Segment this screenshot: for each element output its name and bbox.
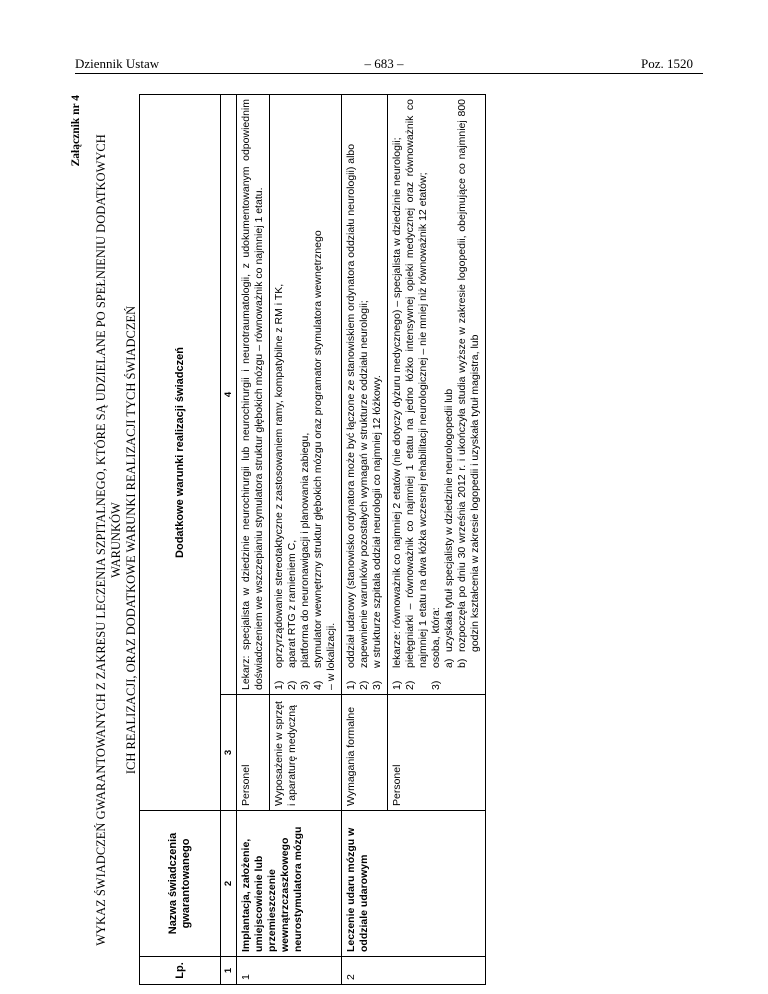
header-lp: Lp.: [140, 957, 221, 985]
journal-name: Dziennik Ustaw: [75, 56, 160, 71]
sub-item-text: uzyskała tytuł specjalisty w dziedzinie neurologopedii lub: [443, 388, 455, 652]
service-name: Leczenie udaru mózgu w oddziale udarowym: [342, 811, 486, 957]
condition-category: Personel: [388, 695, 486, 811]
col-number: 1: [221, 957, 237, 985]
item-text: stymulator wewnętrzny struktur głębokich mózgu oraz programator stymulatora wewnętrznego: [312, 230, 324, 668]
dash-note: – w lokalizacji.: [325, 622, 337, 690]
item-text: lekarze: równoważnik co najmniej 2 etatów (nie dotyczy dyżuru medycznego) – specjalista w dziedzinie neurologii;: [391, 137, 403, 668]
sub-item-letter: a): [443, 658, 455, 668]
item-number: 1): [391, 680, 403, 690]
sub-item-letter: b): [456, 658, 468, 668]
header-service-name: Nazwa świadczenia gwarantowanego: [140, 811, 221, 957]
item-text: zapewnienie warunków pozostałych wymagań w strukturze oddziału neurologii;: [358, 300, 370, 668]
list-item: [358, 99, 371, 690]
condition-category: Personel: [237, 695, 270, 811]
item-text: osoba, która:: [430, 607, 442, 668]
col-number: 2: [221, 811, 237, 957]
list-item: [404, 99, 430, 690]
col-number: 3: [221, 695, 237, 811]
list-item: [391, 99, 404, 690]
list-item: [371, 99, 384, 690]
item-text: platforma do neuronawigacji i planowania zabiegu,: [299, 432, 311, 668]
title-line-1: WYKAZ ŚWIADCZEŃ GWARANTOWANYCH Z ZAKRESU LECZENIA SZPITALNEGO, KTÓRE SĄ UDZIELANE PO SPEŁNIENIU DODATKOWYCH WARUNKÓW: [94, 134, 123, 946]
condition-text: Lekarz: specjalista w dziedzinie neurochirurgii lub neurochirurgii i neurotraumatologii, z udokumentowanym odpowiednim doświadczeniem we wszczepianiu stymulatora struktur głębokich mózgu – równoważnik co najmniej 1 etatu.: [237, 94, 270, 694]
condition-category: Wymagania formalne: [342, 695, 388, 811]
rotated-page-content: [70, 95, 700, 985]
item-text: w strukturze szpitala oddział neurologii co najmniej 12 łóżkowy.: [371, 375, 383, 668]
header-rule: [75, 73, 703, 74]
row-lp: 2: [342, 957, 486, 985]
item-number: 1): [273, 680, 285, 690]
title-line-2: ICH REALIZACJI, ORAZ DODATKOWE WARUNKI REALIZACJI TYCH ŚWIADCZEŃ: [124, 305, 138, 775]
item-text: aparat RTG z ramieniem C,: [286, 539, 298, 668]
item-number: 4): [312, 680, 324, 690]
item-number: 2): [358, 680, 370, 690]
list-item: [286, 99, 299, 690]
item-number: 3): [430, 680, 442, 690]
annex-label: Załącznik nr 4: [70, 95, 82, 167]
list-item: [345, 99, 358, 690]
item-number: 3): [299, 680, 311, 690]
table-row: [342, 94, 388, 984]
list-item: [299, 99, 312, 690]
item-number: 3): [371, 680, 383, 690]
list-item: [430, 99, 482, 690]
document-title: [94, 95, 139, 985]
column-number-row: [221, 94, 237, 984]
condition-list: [388, 94, 486, 694]
row-lp: 1: [237, 957, 342, 985]
table-header-row: [140, 94, 221, 984]
item-text: oprzyrządowanie stereotaktyczne z zastosowaniem ramy, kompatybilne z RM i TK,: [273, 283, 285, 668]
list-item: [273, 99, 286, 690]
item-text: oddział udarowy (stanowisko ordynatora może być łączone ze stanowiskiem ordynatora oddziału neurologii) albo: [345, 143, 357, 668]
service-name: Implantacja, założenie, umiejscowienie lub przemieszczenie wewnątrzczaszkowego neurostymulatora mózgu: [237, 811, 342, 957]
item-number: 2): [286, 680, 298, 690]
services-table: [139, 94, 486, 985]
list-item: [312, 99, 325, 690]
item-number: 1): [345, 680, 357, 690]
position-number: Poz. 1520: [641, 56, 693, 71]
condition-category: Wyposażenie w sprzęt i aparaturę medyczną: [270, 695, 342, 811]
table-row: [237, 94, 270, 984]
condition-list: [342, 94, 388, 694]
item-number: 2): [404, 680, 416, 690]
item-text: pielęgniarki – równoważnik co najmniej 1 etatu na jedno łóżko intensywnej opieki medycznej oraz równoważnik co najmniej 1 etatu na dwa łóżka wczesnej rehabilitacji neurologicznej – nie mniej niż równoważnik 12 etatów;: [404, 98, 429, 668]
col-number: 4: [221, 94, 237, 694]
sub-item-text: rozpoczęła po dniu 30 września 2012 r. i ukończyła studia wyższe w zakresie logopedii, obejmujące co najmniej 800 godzin kształcenia w zakresie logopedii i uzyskała tytuł magistra, lub: [456, 98, 481, 652]
page-number: – 683 –: [364, 56, 404, 71]
condition-list: [270, 94, 342, 694]
sub-list-item: [456, 99, 482, 668]
header-conditions: Dodatkowe warunki realizacji świadczeń: [140, 94, 221, 810]
sub-list-item: [443, 99, 456, 668]
